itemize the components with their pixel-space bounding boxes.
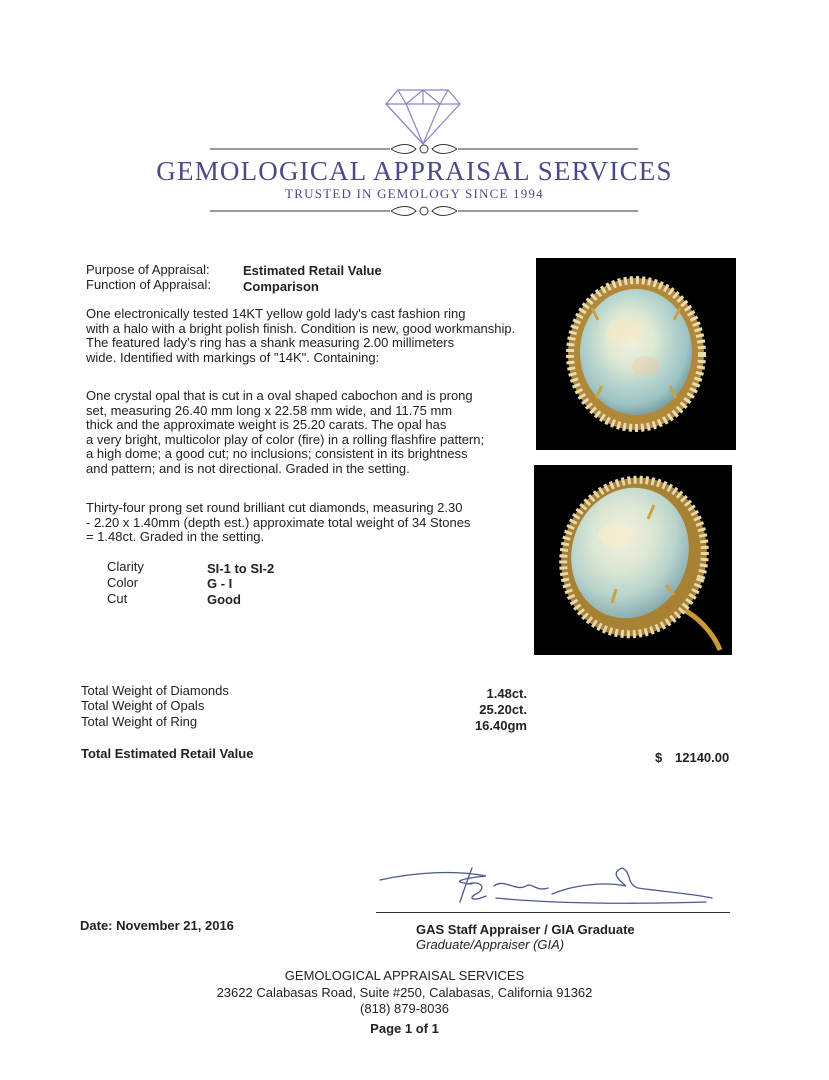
opal-description-line: thick and the approximate weight is 25.20 carats. The opal has xyxy=(86,417,447,432)
total-value: 1.48ct. xyxy=(486,686,527,701)
diamond-description xyxy=(86,501,536,545)
function-value: Comparison xyxy=(243,279,319,294)
footer-phone: (818) 879-8036 xyxy=(360,1001,449,1016)
opal-description-line: One crystal opal that is cut in a oval shaped cabochon and is prong xyxy=(86,388,473,403)
grade-value: Good xyxy=(207,592,241,607)
ring-description-line: One electronically tested 14KT yellow gold lady's cast fashion ring xyxy=(86,306,466,321)
ring-description-line: wide. Identified with markings of "14K". Containing: xyxy=(86,349,380,365)
ornament-divider-bottom xyxy=(210,204,638,218)
ring-description xyxy=(86,307,536,365)
retail-currency: $ xyxy=(655,750,663,765)
appraiser-title: GAS Staff Appraiser / GIA Graduate xyxy=(416,922,635,937)
purpose-label: Purpose of Appraisal: xyxy=(86,262,210,277)
grade-label: Clarity xyxy=(107,559,144,574)
footer-company: GEMOLOGICAL APPRAISAL SERVICES xyxy=(284,968,525,983)
signature-line xyxy=(376,912,730,913)
total-label: Total Weight of Ring xyxy=(81,714,198,729)
opal-description-line: and pattern; and is not directional. Graded in the setting. xyxy=(86,460,410,476)
purpose-value: Estimated Retail Value xyxy=(243,263,382,278)
appraiser-signature xyxy=(376,864,716,912)
grade-label: Color xyxy=(107,575,139,590)
total-label: Total Weight of Diamonds xyxy=(81,683,229,698)
total-label: Total Weight of Opals xyxy=(81,698,205,713)
opal-description-line: a very bright, multicolor play of color (fire) in a rolling flashfire pattern; xyxy=(86,431,485,447)
ornament-divider-top xyxy=(210,142,638,156)
opal-description-line: set, measuring 26.40 mm long x 22.58 mm wide, and 11.75 mm xyxy=(86,402,453,418)
diamond-description-line: - 2.20 x 1.40mm (depth est.) approximate total weight of 34 Stones xyxy=(86,514,471,530)
footer-address: 23622 Calabasas Road, Suite #250, Calabasas, California 91362 xyxy=(216,985,593,1000)
ring-photo-bottom xyxy=(534,465,732,655)
retail-value-label: Total Estimated Retail Value xyxy=(81,746,254,761)
total-value: 16.40gm xyxy=(474,718,527,733)
ring-description-line: The featured lady's ring has a shank measuring 2.00 millimeters xyxy=(86,335,455,350)
retail-amount: 12140.00 xyxy=(675,750,730,765)
ring-photo-top xyxy=(536,258,736,450)
company-tagline: TRUSTED IN GEMOLOGY SINCE 1994 xyxy=(285,186,544,201)
diamond-description-line: = 1.48ct. Graded in the setting. xyxy=(86,529,265,544)
company-name: GEMOLOGICAL APPRAISAL SERVICES xyxy=(156,156,673,186)
opal-description-line: a high dome; a good cut; no inclusions; consistent in its brightness xyxy=(86,446,468,461)
function-label: Function of Appraisal: xyxy=(86,277,212,292)
opal-description xyxy=(86,389,536,476)
grade-value: SI-1 to SI-2 xyxy=(207,561,275,576)
appraiser-subtitle: Graduate/Appraiser (GIA) xyxy=(416,937,565,952)
page-number: Page 1 of 1 xyxy=(370,1021,439,1036)
appraisal-date: Date: November 21, 2016 xyxy=(80,918,234,933)
ring-description-line: with a halo with a bright polish finish. Condition is new, good workmanship. xyxy=(86,320,516,336)
diamond-description-line: Thirty-four prong set round brilliant cut diamonds, measuring 2.30 xyxy=(86,500,463,515)
total-value: 25.20ct. xyxy=(479,702,527,717)
grade-value: G - I xyxy=(207,576,233,591)
grade-label: Cut xyxy=(107,591,128,606)
diamond-logo-icon xyxy=(384,88,462,146)
